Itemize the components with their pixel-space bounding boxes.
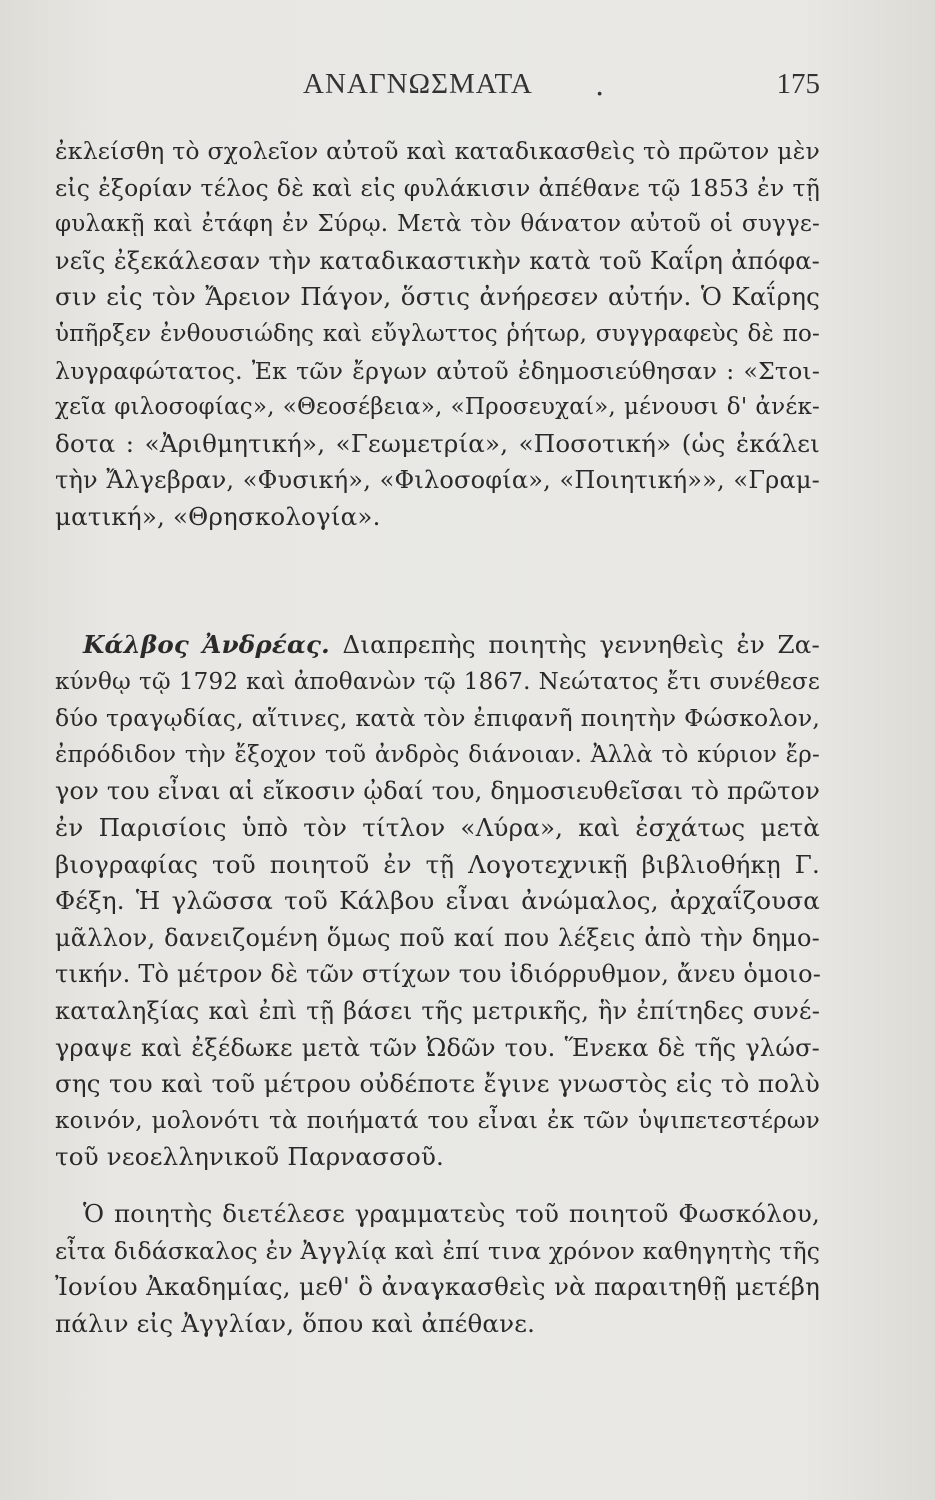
text-line: καταληξίας καὶ ἐπὶ τῇ βάσει τῆς μετρικῆς, ἣν ἐπίτηδες συνέ-	[55, 996, 820, 1025]
text-line: τὴν Ἄλγεβραν, «Φυσική», «Φιλοσοφία», «Ποιητική»», «Γραμ-	[55, 466, 820, 495]
text-line: ἐν Παρισίοις ὑπὸ τὸν τίτλον «Λύρα», καὶ ἐσχάτως μετὰ	[55, 812, 820, 842]
text-line: γραψε καὶ ἐξέδωκε μετὰ τῶν Ὠδῶν του. Ἕνεκα δὲ τῆς γλώσ-	[55, 1033, 820, 1062]
text-line: Ὁ ποιητὴς διετέλεσε γραμματεὺς τοῦ ποιητοῦ Φωσκόλου,	[83, 1199, 820, 1228]
text-line: Ἰονίου Ἀκαδημίας, μεθ' ὃ ἀναγκασθεὶς νὰ παραιτηθῇ μετέβη	[55, 1272, 820, 1302]
text-line: ἐπρόδιδον τὴν ἔξοχον τοῦ ἀνδρὸς διάνοιαν. Ἀλλὰ τὸ κύριον ἔρ-	[55, 741, 820, 768]
text-line: εἰς ἐξορίαν τέλος δὲ καὶ εἰς φυλάκισιν ἀπέθανε τῷ 1853 ἐν τῇ	[55, 173, 820, 202]
text-line: τικήν. Τὸ μέτρον δὲ τῶν στίχων του ἰδιόρρυθμον, ἄνευ ὁμοιο-	[55, 960, 822, 989]
paragraph-kalvos-career	[55, 1196, 820, 1342]
entry-name: Κάλβος Ἀνδρέας.	[83, 630, 330, 659]
text-line: τοῦ νεοελληνικοῦ Παρνασσοῦ.	[55, 1142, 445, 1172]
page-number: 175	[776, 68, 820, 100]
text-line: δύο τραγῳδίας, αἵτινες, κατὰ τὸν ἐπιφανῆ ποιητὴν Φώσκολον,	[55, 704, 820, 733]
text-line: δοτα : «Ἀριθμητική», «Γεωμετρία», «Ποσοτική» (ὡς ἐκάλει	[55, 428, 820, 458]
entry-first-line	[55, 627, 820, 664]
text-line: σιν εἰς τὸν Ἄρειον Πάγον, ὅστις ἀνήρεσεν αὐτήν. Ὁ Καΐρης	[55, 282, 820, 312]
text-line: κύνθῳ τῷ 1792 καὶ ἀποθανὼν τῷ 1867. Νεώτατος ἔτι συνέθεσε	[55, 668, 820, 695]
entry-first-line-text: Διαπρεπὴς ποιητὴς γεννηθεὶς ἐν Ζα-	[342, 630, 820, 659]
running-title: ΑΝΑΓΝΩΣΜΑΤΑ	[303, 68, 533, 100]
text-line: σης του καὶ τοῦ μέτρου οὐδέποτε ἔγινε γνωστὸς εἰς τὸ πολὺ	[55, 1069, 820, 1099]
text-line: Φέξη. Ἡ γλῶσσα τοῦ Κάλβου εἶναι ἀνώμαλος, ἀρχαΐζουσα	[55, 886, 820, 916]
text-line: ἐκλείσθη τὸ σχολεῖον αὐτοῦ καὶ καταδικασθεὶς τὸ πρῶτον μὲν	[55, 137, 820, 165]
text-line: φυλακῇ καὶ ἐτάφη ἐν Σύρῳ. Μετὰ τὸν θάνατον αὐτοῦ οἱ συγγε-	[55, 211, 820, 238]
header-separator: .	[595, 68, 605, 102]
paragraph-kalvos	[55, 627, 820, 1176]
page-header	[55, 68, 820, 108]
text-line: εἶτα διδάσκαλος ἐν Ἀγγλίᾳ καὶ ἐπί τινα χρόνον καθηγητὴς τῆς	[55, 1236, 821, 1265]
text-line: κοινόν, μολονότι τὰ ποιήματά του εἶναι ἐκ τῶν ὑψιπετεστέρων	[55, 1107, 820, 1134]
text-line: χεῖα φιλοσοφίας», «Θεοσέβεια», «Προσευχαί», μένουσι δ' ἀνέκ-	[55, 394, 820, 421]
text-line: μᾶλλον, δανειζομένη ὅμως ποῦ καί που λέξεις ἀπὸ τὴν δημο-	[55, 923, 820, 952]
text-line: βιογραφίας τοῦ ποιητοῦ ἐν τῇ Λογοτεχνικῇ βιβλιοθήκῃ Γ.	[55, 849, 820, 879]
paragraph-kairis-continued	[55, 133, 820, 536]
text-line: ματική», «Θρησκολογία».	[55, 501, 381, 531]
text-line: λυγραφώτατος. Ἐκ τῶν ἔργων αὐτοῦ ἐδημοσιεύθησαν : «Στοι-	[55, 356, 820, 385]
text-line: ὑπῆρξεν ἐνθουσιώδης καὶ εὔγλωττος ῥήτωρ, συγγραφεὺς δὲ πο-	[55, 320, 820, 347]
text-line: γον του εἶναι αἱ εἴκοσιν ᾠδαί του, δημοσιευθεῖσαι τὸ πρῶτον	[55, 777, 820, 806]
text-line: νεῖς ἐξεκάλεσαν τὴν καταδικαστικὴν κατὰ τοῦ Καΐρη ἀπόφα-	[55, 246, 820, 275]
text-line: πάλιν εἰς Ἀγγλίαν, ὅπου καὶ ἀπέθανε.	[55, 1308, 536, 1338]
